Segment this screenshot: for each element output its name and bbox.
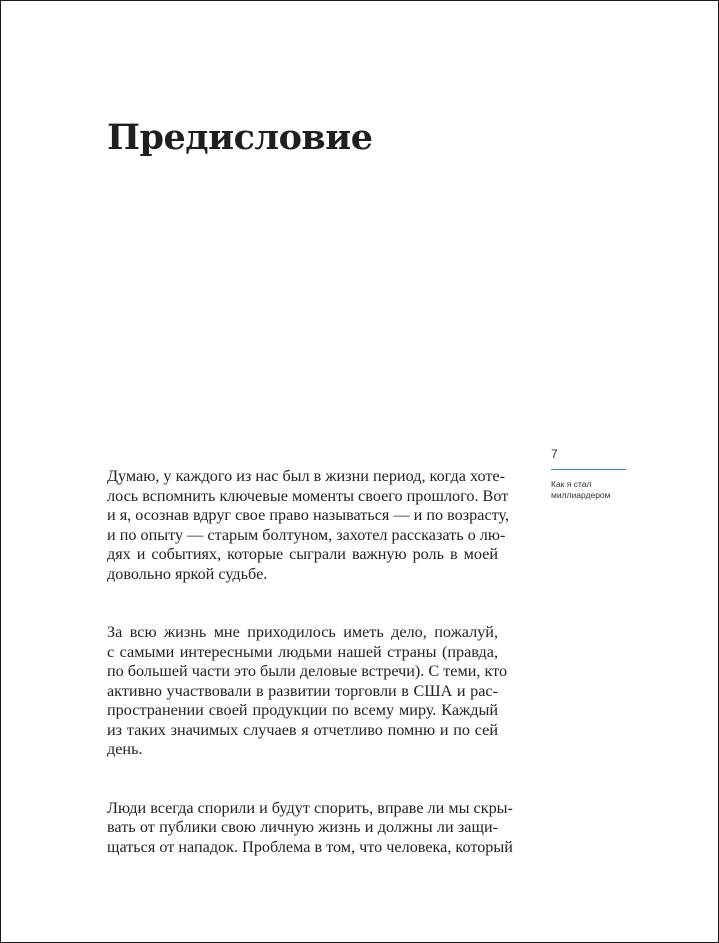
running-head — [551, 479, 626, 501]
text-line: дях и событиях, которые сыграли важную роль в моей — [107, 545, 498, 563]
text-line: За всю жизнь мне приходилось иметь дело, пожалуй, — [107, 623, 498, 641]
text-line: с самыми интересными людьми нашей страны (правда, — [107, 642, 498, 661]
chapter-title: Предисловие — [107, 117, 373, 158]
text-line: довольно яркой судьбе. — [107, 564, 268, 583]
text-line: лось вспомнить ключевые моменты своего прошлого. Вот — [107, 486, 509, 505]
text-line: по большей части это были деловые встречи). С теми, кто — [107, 662, 508, 680]
text-line: и я, осознав вдруг свое право называться — и по возрасту, — [107, 506, 510, 524]
text-line: пространении своей продукции по всему миру. Каждый — [107, 701, 498, 719]
page-margin-note — [551, 447, 626, 501]
text-line: вать от публики свою личную жизнь и должны ли защи- — [107, 818, 498, 836]
text-line: Думаю, у каждого из нас был в жизни период, когда хоте- — [107, 467, 505, 485]
running-head-line: миллиардером — [551, 490, 611, 500]
body-text — [107, 467, 513, 896]
text-line: щаться от нападок. Проблема в том, что человека, который — [107, 837, 513, 856]
paragraph-1 — [107, 467, 510, 584]
text-line: день. — [107, 740, 143, 758]
paragraph-2 — [107, 623, 508, 760]
paragraph-3 — [107, 798, 513, 858]
margin-divider — [551, 469, 626, 470]
text-line: и по опыту — старым болтуном, захотел рассказать о лю- — [107, 525, 506, 544]
text-line: Люди всегда спорили и будут спорить, вправе ли мы скры- — [107, 798, 513, 817]
text-line: из таких значимых случаев я отчетливо помню и по сей — [107, 720, 498, 739]
text-line: активно участвовали в развитии торговли в США и рас- — [107, 681, 498, 700]
running-head-line: Как я стал — [551, 479, 592, 489]
page-number: 7 — [551, 447, 558, 461]
